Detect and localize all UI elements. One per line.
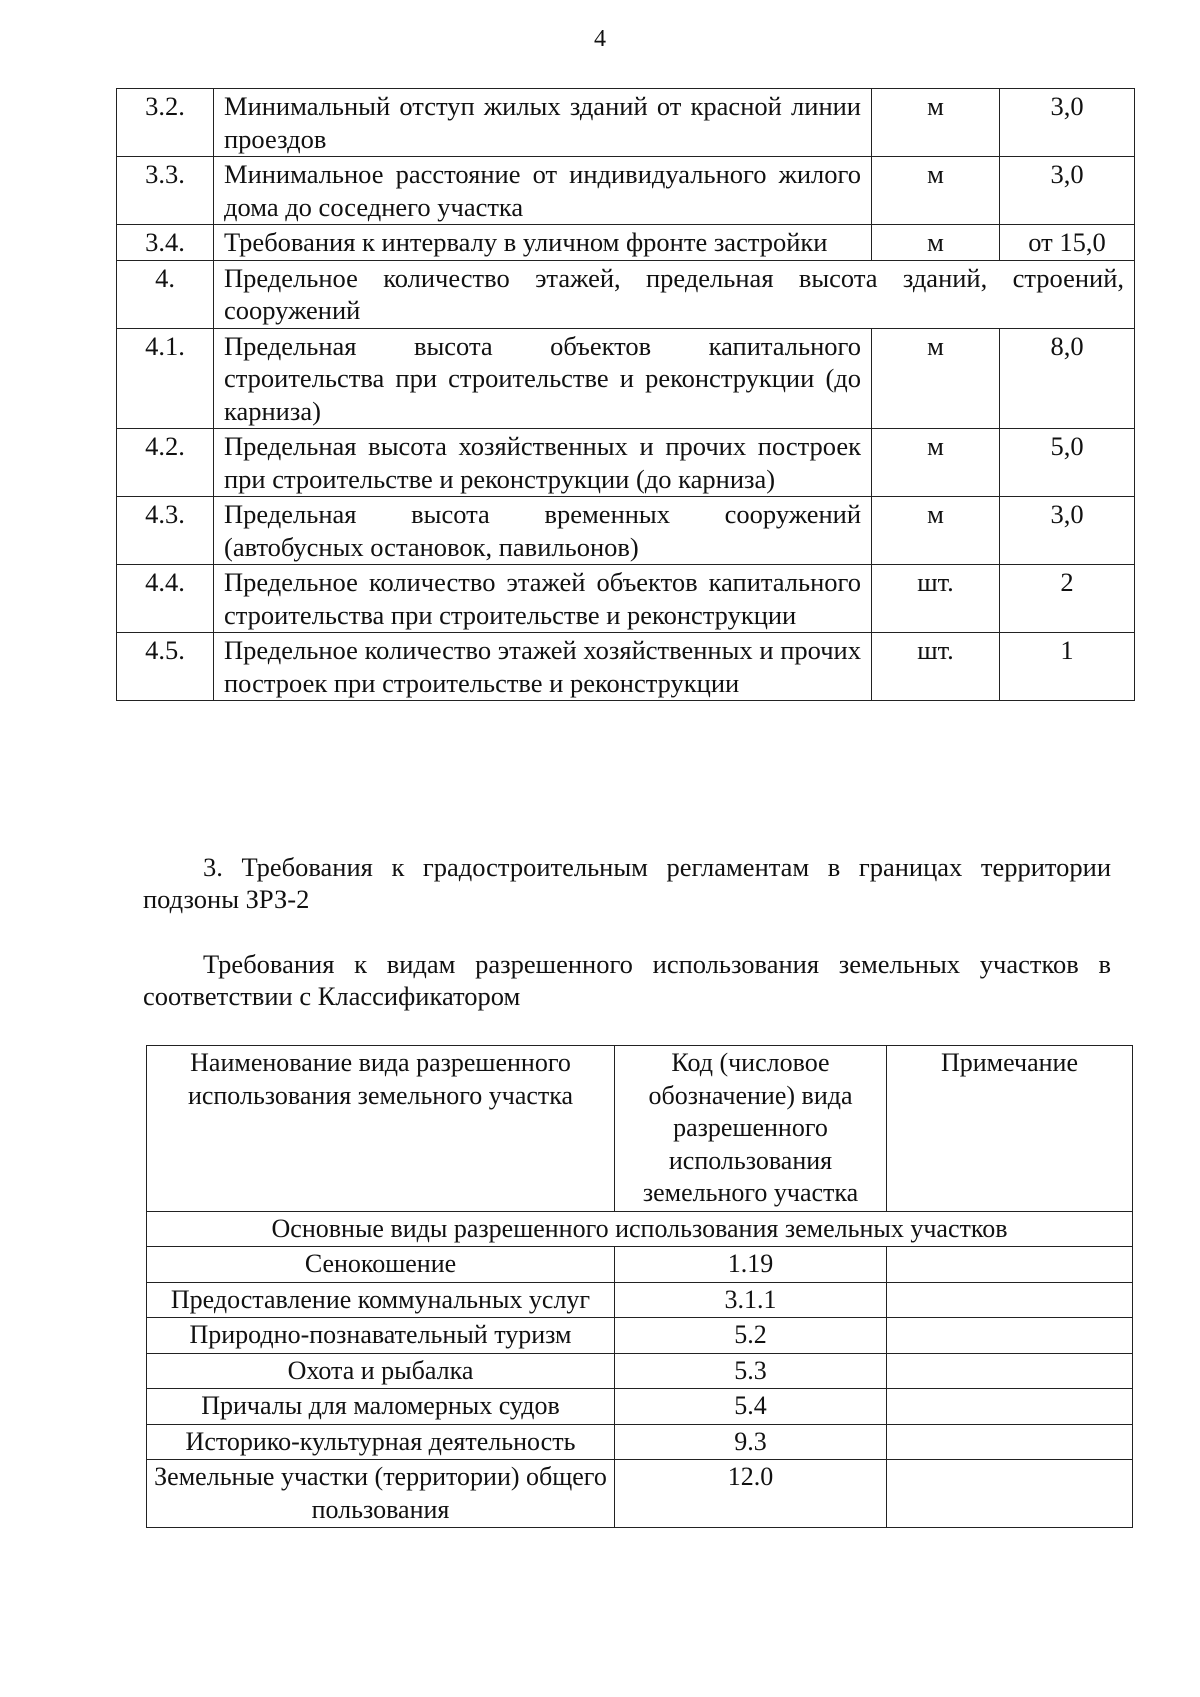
- row-value: 3,0: [1000, 497, 1135, 565]
- group-row: [147, 1211, 1133, 1247]
- use-note: [887, 1424, 1133, 1460]
- table-row: [147, 1318, 1133, 1354]
- table-row: [117, 565, 1135, 633]
- row-value: от 15,0: [1000, 225, 1135, 261]
- table-row: [117, 633, 1135, 701]
- use-name: Историко-культурная деятельность: [147, 1424, 615, 1460]
- use-name: Предоставление коммунальных услуг: [147, 1282, 615, 1318]
- row-unit: шт.: [872, 565, 1000, 633]
- table-header-row: [147, 1046, 1133, 1212]
- use-code: 12.0: [615, 1460, 887, 1528]
- row-unit: м: [872, 497, 1000, 565]
- use-note: [887, 1389, 1133, 1425]
- use-name: Сенокошение: [147, 1247, 615, 1283]
- table-row: [147, 1353, 1133, 1389]
- use-name: Охота и рыбалка: [147, 1353, 615, 1389]
- header-note: Примечание: [887, 1046, 1133, 1212]
- row-description: Предельная высота хозяйственных и прочих построек при строительстве и реконструкции (до карниза): [214, 429, 872, 497]
- use-code: 5.2: [615, 1318, 887, 1354]
- table-row: [147, 1282, 1133, 1318]
- use-note: [887, 1318, 1133, 1354]
- row-number: 4.1.: [117, 328, 214, 429]
- use-code: 5.4: [615, 1389, 887, 1425]
- row-unit: м: [872, 89, 1000, 157]
- use-code: 3.1.1: [615, 1282, 887, 1318]
- use-code: 5.3: [615, 1353, 887, 1389]
- parameters-table: [116, 88, 1135, 701]
- row-description: Минимальный отступ жилых зданий от красной линии проездов: [214, 89, 872, 157]
- group-number: 4.: [117, 260, 214, 328]
- use-note: [887, 1282, 1133, 1318]
- row-description: Предельная высота объектов капитального строительства при строительстве и реконструкции (до карниза): [214, 328, 872, 429]
- permitted-uses-table: [146, 1045, 1133, 1528]
- row-value: 5,0: [1000, 429, 1135, 497]
- table-row: [117, 225, 1135, 261]
- row-number: 4.5.: [117, 633, 214, 701]
- table-row: [117, 328, 1135, 429]
- row-description: Предельная высота временных сооружений (автобусных остановок, павильонов): [214, 497, 872, 565]
- row-description: Минимальное расстояние от индивидуального жилого дома до соседнего участка: [214, 157, 872, 225]
- use-code: 9.3: [615, 1424, 887, 1460]
- row-unit: м: [872, 328, 1000, 429]
- row-value: 3,0: [1000, 89, 1135, 157]
- row-description: Предельное количество этажей объектов капитального строительства при строительстве и реконструкции: [214, 565, 872, 633]
- row-number: 4.3.: [117, 497, 214, 565]
- row-value: 3,0: [1000, 157, 1135, 225]
- group-title: Предельное количество этажей, предельная высота зданий, строений, сооружений: [214, 260, 1135, 328]
- group-title: Основные виды разрешенного использования земельных участков: [147, 1211, 1133, 1247]
- use-note: [887, 1353, 1133, 1389]
- page-number: 4: [594, 26, 606, 52]
- table-row: [147, 1389, 1133, 1425]
- row-description: Требования к интервалу в уличном фронте застройки: [214, 225, 872, 261]
- table-row: [147, 1247, 1133, 1283]
- use-name: Причалы для маломерных судов: [147, 1389, 615, 1425]
- row-number: 3.3.: [117, 157, 214, 225]
- table-row: [147, 1424, 1133, 1460]
- row-number: 4.4.: [117, 565, 214, 633]
- use-code: 1.19: [615, 1247, 887, 1283]
- table-row: [117, 157, 1135, 225]
- use-name: Природно-познавательный туризм: [147, 1318, 615, 1354]
- row-value: 8,0: [1000, 328, 1135, 429]
- header-code: Код (числовое обозначение) вида разрешенного использования земельного участка: [615, 1046, 887, 1212]
- row-number: 3.2.: [117, 89, 214, 157]
- row-description: Предельное количество этажей хозяйственных и прочих построек при строительстве и реконструкции: [214, 633, 872, 701]
- section-heading: 3. Требования к градостроительным регламентам в границах территории подзоны ЗРЗ-2: [143, 852, 1111, 914]
- row-unit: м: [872, 157, 1000, 225]
- use-note: [887, 1247, 1133, 1283]
- group-row: [117, 260, 1135, 328]
- section-intro: Требования к видам разрешенного использования земельных участков в соответствии с Классификатором: [143, 949, 1111, 1011]
- table-row: [117, 89, 1135, 157]
- row-value: 1: [1000, 633, 1135, 701]
- row-value: 2: [1000, 565, 1135, 633]
- row-number: 4.2.: [117, 429, 214, 497]
- row-unit: м: [872, 429, 1000, 497]
- row-number: 3.4.: [117, 225, 214, 261]
- use-name: Земельные участки (территории) общего пользования: [147, 1460, 615, 1528]
- row-unit: м: [872, 225, 1000, 261]
- header-name: Наименование вида разрешенного использования земельного участка: [147, 1046, 615, 1212]
- row-unit: шт.: [872, 633, 1000, 701]
- table-row: [147, 1460, 1133, 1528]
- table-row: [117, 429, 1135, 497]
- use-note: [887, 1460, 1133, 1528]
- table-row: [117, 497, 1135, 565]
